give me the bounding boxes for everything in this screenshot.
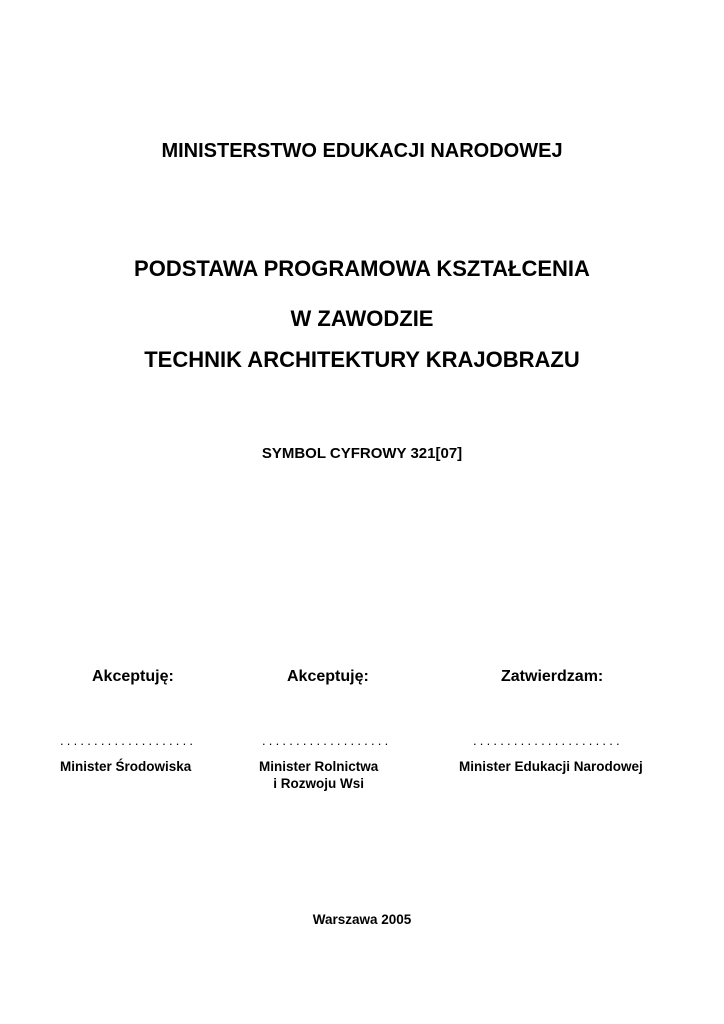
signatory-name-line-1: Minister Rolnictwa bbox=[259, 759, 379, 774]
ministry-name: MINISTERSTWO EDUKACJI NARODOWEJ bbox=[161, 140, 563, 162]
document-title-line-1: PODSTAWA PROGRAMOWA KSZTAŁCENIA bbox=[134, 256, 590, 281]
place-and-date: Warszawa 2005 bbox=[312, 912, 412, 927]
signatory-name-line-2: i Rozwoju Wsi bbox=[273, 776, 364, 791]
signatory-education-minister bbox=[459, 758, 643, 775]
signatory-agriculture-minister bbox=[259, 758, 378, 792]
signature-line-environment: .................... bbox=[60, 733, 197, 748]
signatory-name-line-1: Minister Środowiska bbox=[60, 759, 192, 774]
signatory-environment-minister bbox=[60, 758, 191, 775]
signature-line-education: ...................... bbox=[473, 733, 623, 748]
document-title-line-2: W ZAWODZIE bbox=[290, 306, 434, 331]
signature-heading-agriculture: Akceptuję: bbox=[287, 668, 369, 685]
occupation-symbol: SYMBOL CYFROWY 321[07] bbox=[261, 445, 463, 462]
signature-heading-environment: Akceptuję: bbox=[92, 668, 174, 685]
document-title-line-3: TECHNIK ARCHITEKTURY KRAJOBRAZU bbox=[144, 347, 580, 372]
signature-line-agriculture: ................... bbox=[262, 733, 392, 748]
signature-heading-education: Zatwierdzam: bbox=[501, 668, 604, 685]
signatory-name-line-1: Minister Edukacji Narodowej bbox=[459, 759, 643, 774]
